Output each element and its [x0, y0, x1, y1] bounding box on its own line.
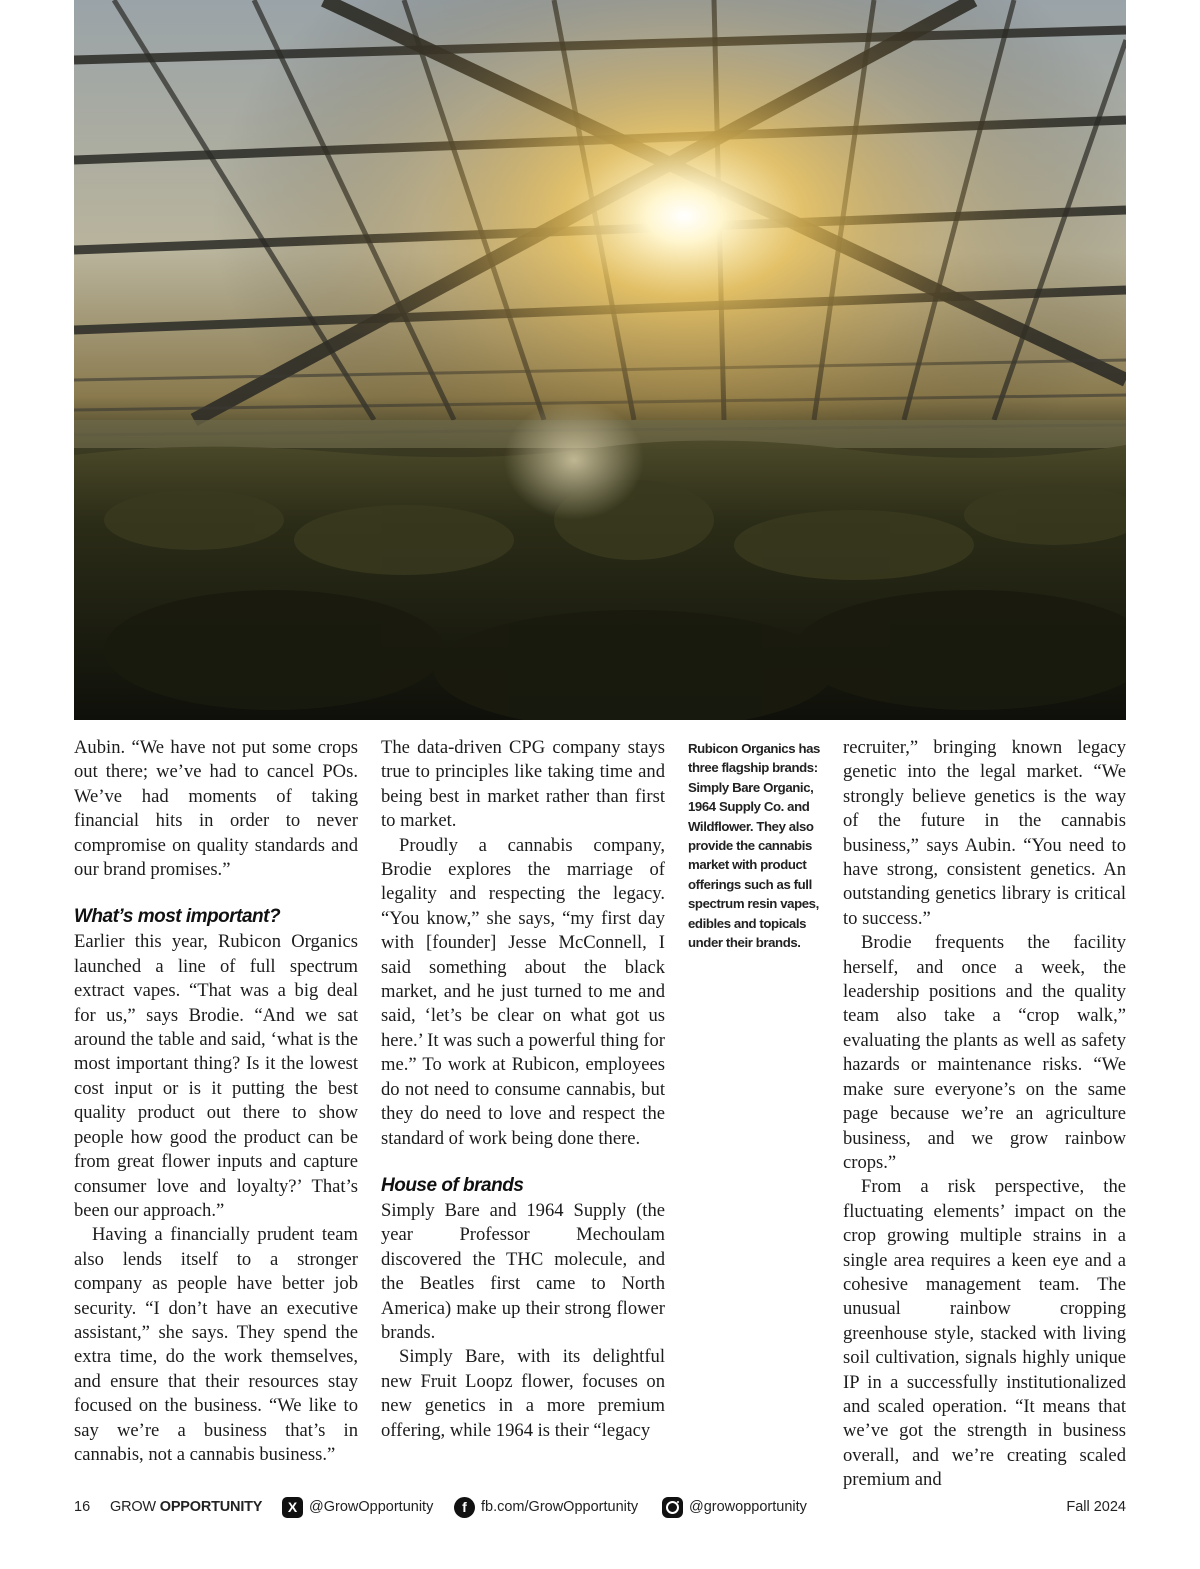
- greenhouse-photo: [74, 0, 1126, 720]
- paragraph: Brodie frequents the facility herself, and once a week, the leadership positions and the quality team also take a “crop walk,” evaluating the plants as well as safety hazards or maintenance risks. “We make sure everyone’s on the same page because we’re an agriculture business, and we grow rainbow crops.”: [843, 932, 1126, 1173]
- section-heading-whats-most-important: What’s most important?: [74, 906, 281, 928]
- instagram-logo-icon: [662, 1497, 683, 1518]
- x-logo-icon: X: [282, 1497, 303, 1518]
- paragraph: recruiter,” bringing known legacy genetic into the legal market. “We strongly believe genetics is the way of the future in the cannabis business,” says Aubin. “You need to have strong, consistent genetics. An outstanding genetics library is critical to success.”: [843, 737, 1126, 929]
- instagram-social-link[interactable]: [662, 1496, 807, 1518]
- paragraph: From a risk perspective, the fluctuating elements’ impact on the crop growing multiple strains in a single area requires a keen eye and a cohesive management team. The unusual rainbow cropping greenhouse style, stacked with living soil cultivation, signals highly unique IP in a successfully institutionalized and scaled operation. “It means that we’ve got the strength in business overall, and we’re creating scaled premium and: [843, 1176, 1126, 1491]
- page-number: 16: [74, 1499, 91, 1515]
- facebook-social-link[interactable]: [454, 1496, 638, 1518]
- paragraph: Aubin. “We have not put some crops out there; we’ve had to cancel POs. We’ve had moments of taking financial hits in order to never compromise on quality standards and our brand promises.”: [74, 737, 358, 881]
- issue-date: Fall 2024: [1066, 1499, 1126, 1515]
- paragraph: Simply Bare and 1964 Supply (the year Professor Mechoulam discovered the THC molecule, and the Beatles first came to North America) make up their strong flower brands.: [381, 1199, 665, 1343]
- section-heading-house-of-brands: House of brands: [381, 1174, 524, 1196]
- article-column-3: [843, 736, 1126, 1493]
- x-social-link[interactable]: [282, 1496, 433, 1518]
- paragraph: The data-driven CPG company stays true to principles like taking time and being best in market rather than first to market.: [381, 737, 665, 832]
- page-footer: [74, 1496, 1126, 1520]
- brand-bold: OPPORTUNITY: [159, 1499, 263, 1515]
- paragraph: Simply Bare, with its delightful new Fruit Loopz flower, focuses on new genetics in a more premium offering, while 1964 is their “legacy: [381, 1346, 665, 1441]
- brand-light: GROW: [110, 1499, 160, 1515]
- facebook-handle: fb.com/GrowOpportunity: [481, 1499, 639, 1515]
- paragraph: Having a financially prudent team also lends itself to a stronger company as people have better job security. “I don’t have an executive assistant,” she says. They spend the extra time, do the work themselves, and ensure that their resources stay focused on the business. “We like to say we’re a business that’s in cannabis, not a cannabis business.”: [74, 1224, 358, 1465]
- paragraph: Earlier this year, Rubicon Organics launched a line of full spectrum extract vapes. “That was a big deal for us,” says Brodie. “And we sat around the table and said, ‘what is the most important thing? Is it the lowest cost input or is it putting the best quality product out there to show people how good the product can be from great flower inputs and capture consumer love and loyalty?’ That’s been our approach.”: [74, 931, 358, 1221]
- greenhouse-illustration: [74, 0, 1126, 720]
- photo-caption: Rubicon Organics has three flagship brands: Simply Bare Organic, 1964 Supply Co. and Wildflower. They also provide the cannabis market with product offerings such as full spectrum resin vapes, edibles and topicals under their brands.: [688, 741, 820, 951]
- x-handle: @GrowOpportunity: [309, 1499, 434, 1515]
- article-column-2: [381, 736, 665, 1443]
- paragraph: Proudly a cannabis company, Brodie explores the marriage of legality and respecting the legacy. “You know,” she says, “my first day with [founder] Jesse McConnell, I said something about the black market, and he just turned to me and said, ‘let’s be clear on what got us here.’ It was such a powerful thing for me.” To work at Rubicon, employees do not need to consume cannabis, but they do need to love and respect the standard of work being done there.: [381, 834, 665, 1149]
- magazine-brand: [110, 1496, 262, 1518]
- facebook-logo-icon: f: [454, 1497, 475, 1518]
- article-column-1: [74, 736, 358, 1467]
- instagram-handle: @growopportunity: [689, 1499, 807, 1515]
